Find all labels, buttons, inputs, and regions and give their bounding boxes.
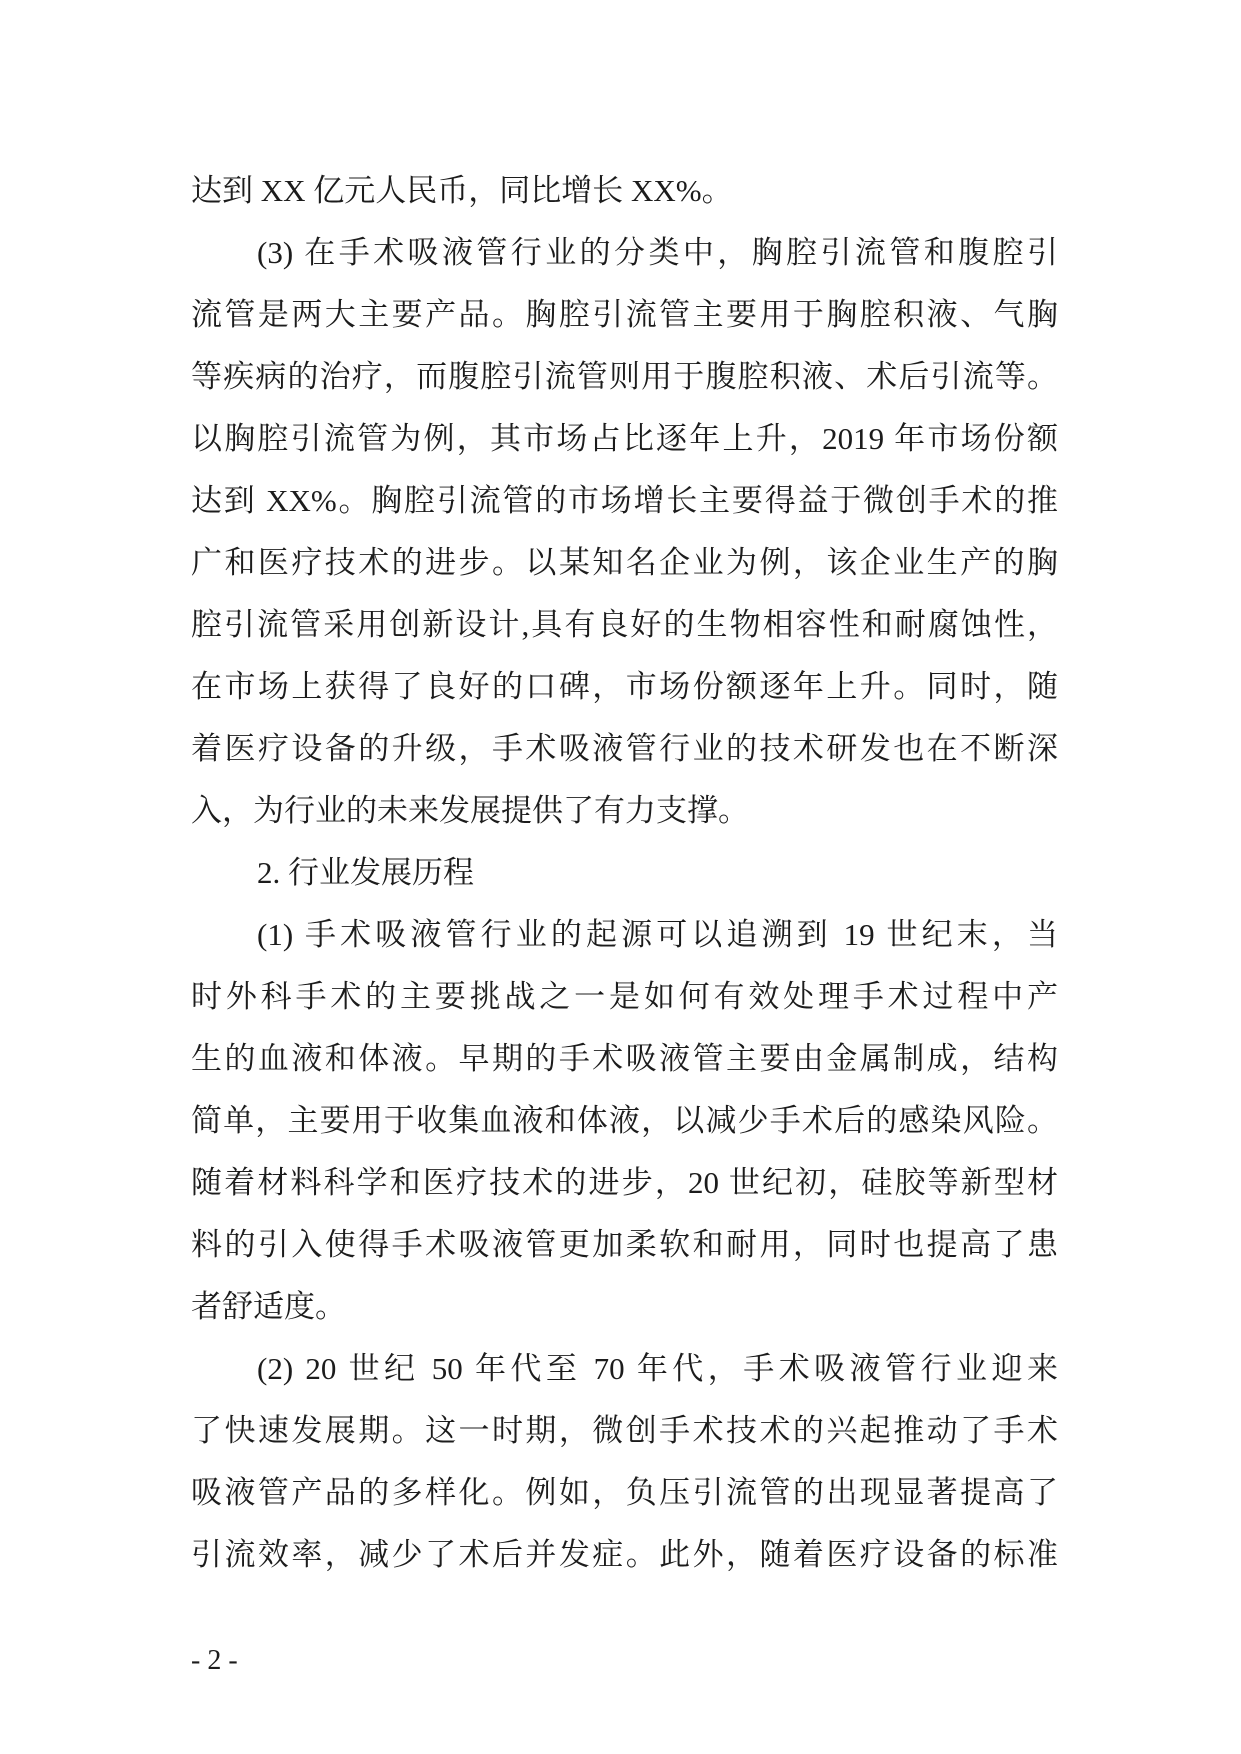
- text-line: 简单，主要用于收集血液和体液，以减少手术后的感染风险。: [191, 1103, 1058, 1138]
- text-line: 吸液管产品的多样化。例如，负压引流管的出现显著提高了: [191, 1475, 1058, 1510]
- paragraph: [191, 1338, 1058, 1586]
- text-line: (1) 手术吸液管行业的起源可以追溯到 19 世纪末，当: [257, 917, 1058, 952]
- text-line: 时外科手术的主要挑战之一是如何有效处理手术过程中产: [191, 979, 1058, 1014]
- text-line: (2) 20 世纪 50 年代至 70 年代，手术吸液管行业迎来: [257, 1351, 1058, 1386]
- text-line: 流管是两大主要产品。胸腔引流管主要用于胸腔积液、气胸: [191, 297, 1058, 332]
- text-line: 达到 XX 亿元人民币，同比增长 XX%。: [191, 173, 733, 208]
- paragraph: [191, 904, 1058, 1338]
- text-line: 入，为行业的未来发展提供了有力支撑。: [191, 793, 749, 828]
- paragraph: [191, 160, 1058, 222]
- text-line: 了快速发展期。这一时期，微创手术技术的兴起推动了手术: [191, 1413, 1058, 1448]
- text-line: 等疾病的治疗，而腹腔引流管则用于腹腔积液、术后引流等。: [191, 359, 1058, 394]
- text-line: 腔引流管采用创新设计,具有良好的生物相容性和耐腐蚀性，: [191, 607, 1058, 642]
- text-line: 者舒适度。: [191, 1289, 346, 1324]
- text-line: 料的引入使得手术吸液管更加柔软和耐用，同时也提高了患: [191, 1227, 1058, 1262]
- text-line: 在市场上获得了良好的口碑，市场份额逐年上升。同时，随: [191, 669, 1058, 704]
- text-line: 随着材料科学和医疗技术的进步，20 世纪初，硅胶等新型材: [191, 1165, 1058, 1200]
- page-number: - 2 -: [191, 1645, 238, 1676]
- paragraph: [191, 222, 1058, 842]
- text-line: 以胸腔引流管为例，其市场占比逐年上升，2019 年市场份额: [191, 421, 1058, 456]
- document-body: [191, 160, 1058, 1586]
- text-line: 着医疗设备的升级，手术吸液管行业的技术研发也在不断深: [191, 731, 1058, 766]
- text-line: 达到 XX%。胸腔引流管的市场增长主要得益于微创手术的推: [191, 483, 1058, 518]
- section-heading: 2. 行业发展历程: [257, 855, 474, 890]
- text-line: 广和医疗技术的进步。以某知名企业为例，该企业生产的胸: [191, 545, 1058, 580]
- text-line: 引流效率，减少了术后并发症。此外，随着医疗设备的标准: [191, 1537, 1058, 1572]
- text-line: (3) 在手术吸液管行业的分类中，胸腔引流管和腹腔引: [257, 235, 1058, 270]
- text-line: 生的血液和体液。早期的手术吸液管主要由金属制成，结构: [191, 1041, 1058, 1076]
